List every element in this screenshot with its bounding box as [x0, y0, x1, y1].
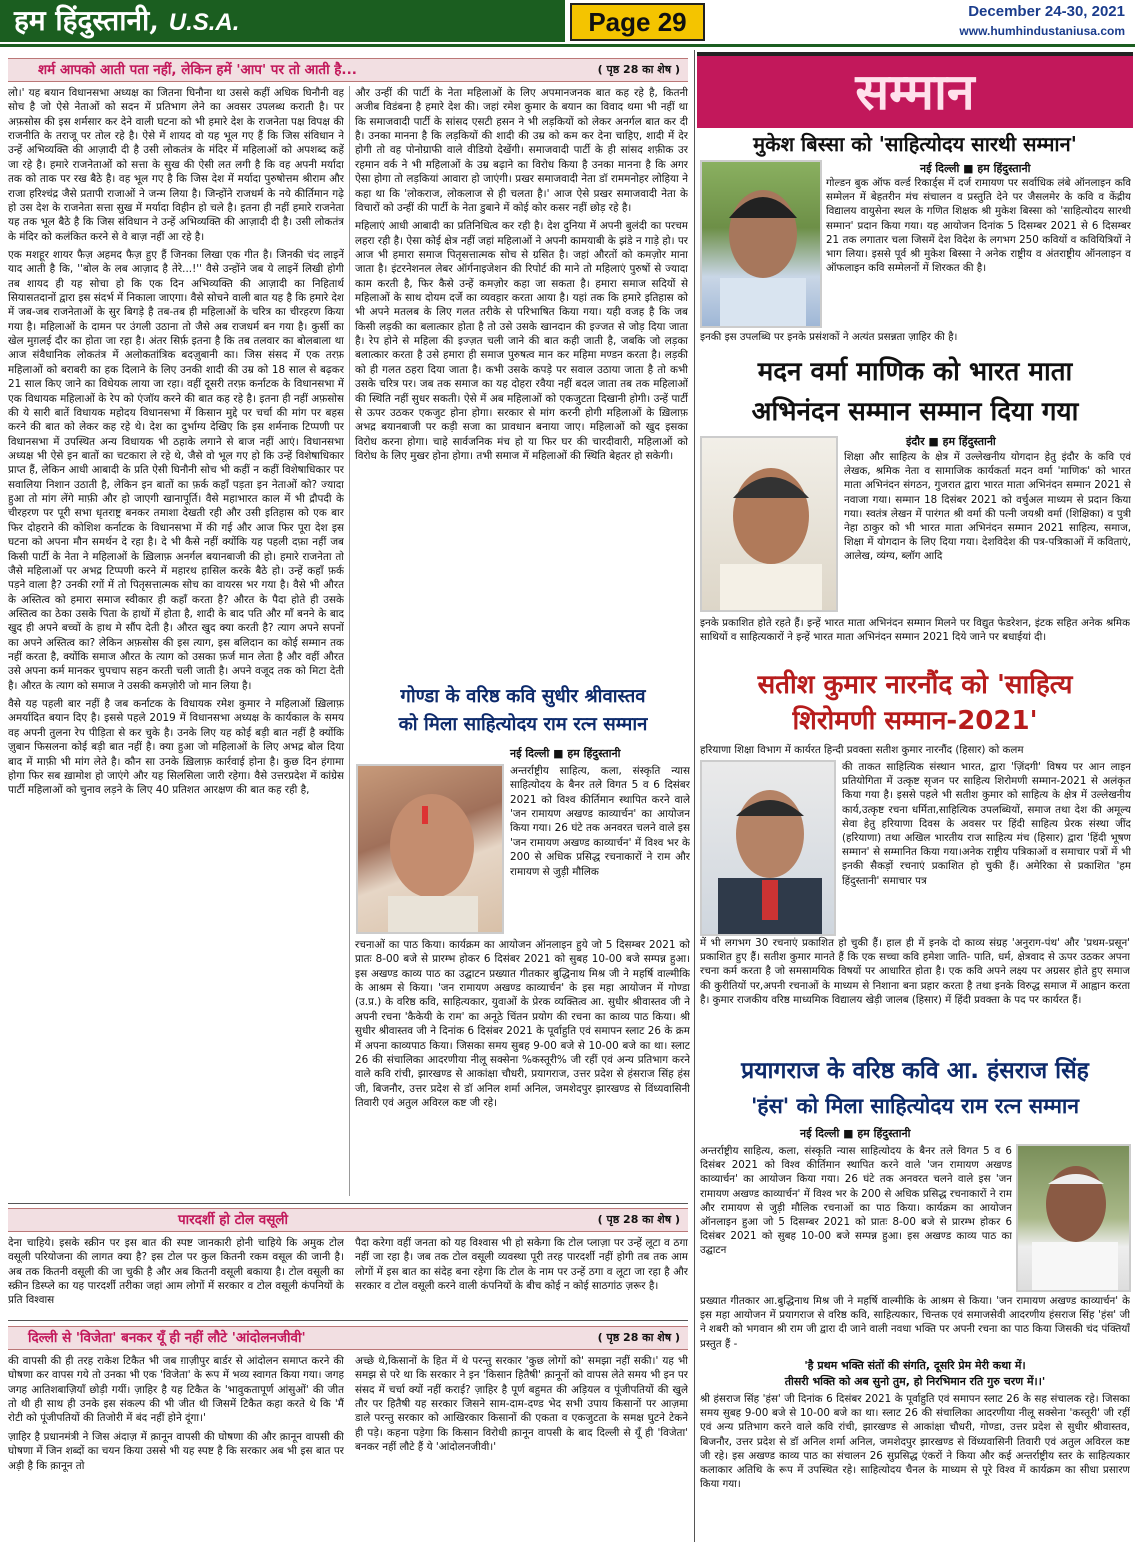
paragraph: वैसे यह पहली बार नहीं है जब कर्नाटक के विधायक रमेश कुमार ने महिलाओं ख़िलाफ़ अमर्यादित बयान दिए है। इससे पहले 2019 में विधानसभा अध्यक्ष के कार्यकाल के समय वह अपनी तुलना रेप पीड़िता से कर चुके है। उनके लिए यह कोई बड़ी बात नहीं है क्योंकि ज़ुबान फिसलना कोई बड़ी बात नहीं है। क्या हुआ जो महिलाओं के लिए अभद्र बोल दिया बाद में माफ़ी भी मांग लेते है। कौन सा उनके ख़िलाफ़ कार्रवाई होना है। कुछ दिन हंगामा होगा फिर सब ख़ामोश हो जाएंगे और यह सिलसिला जारी रहेगा। वैसे उत्तरप्रदेश में कांग्रेस पार्टी महिलाओं को चुनाव लड़ने के लिए 40 प्रतिशत आरक्षण की बात कह रही है,	[8, 698, 344, 797]
hansraj-headline-2: 'हंस' को मिला साहित्योदय राम रत्न सम्मान	[751, 1094, 1079, 1118]
masthead-usa: U.S.A.	[168, 9, 240, 36]
hansraj-byline: नई दिल्ली ■ हम हिंदुस्तानी	[800, 1127, 911, 1140]
satish-side-text: की ताकत साहित्यिक संस्थान भारत, द्वारा 'ज़िंदगी' विषय पर आन लाइन प्रतियोगिता में उत्कृष्ट सृजन पर साहित्य शिरोमणी सम्मान-2021 से अलंकृत किया गया है। इससे पहले भी सतीश कुमार को साहित्य के क्षेत्र में उल्लेखनीय कार्य,उत्कृष्ट रचना धर्मिता,साहित्यिक उपलब्धियों, समाज तथा देश की अमूल्य सेवा हेतु हरियाणा दिवस के अवसर पर हिंदी साहित्य प्रेरक संस्था जींद (हरियाणा) तथा अखिल भारतीय राज साहित्य मंच (हिसार) द्वारा 'हिंदी भूषण सम्मान' से सम्मानित किया गया।अनेक राष्ट्रीय पत्रिकाओं व समाचार पत्रों में भी इनकी सैकड़ों रचनाएं प्रकाशित हो चुकी हैं। अमेरिका से प्रकाशित 'हम हिंदुस्तानी' समाचार पत्र	[842, 761, 1131, 887]
satish-intro: हरियाणा शिक्षा विभाग में कार्यरत हिन्दी प्रवक्ता सतीश कुमार नारनौंद (हिसार) को कलम	[700, 744, 1024, 756]
delhi-title: दिल्ली से 'विजेता' बनकर यूँ ही नहीं लौटे 'आंदोलनजीवी'	[28, 1330, 306, 1346]
delhi-column-1	[8, 1354, 344, 1542]
mukesh-headline: मुकेश बिस्सा को 'साहित्योदय सारथी सम्मान'	[753, 132, 1077, 156]
right-column-divider	[694, 50, 695, 1542]
paragraph: महिलाएं आधी आबादी का प्रतिनिधित्व कर रही है। देश दुनिया में अपनी बुलंदी का परचम लहरा रही है। ऐसा कोई क्षेत्र नहीं जहां महिलाओं ने अपनी कामयाबी के झंडे न गाड़े हो। पर आज भी हमारा समाज पितृसत्तात्मक सोच से ग्रसित है। जहां औरतों को कमज़ोर माना जाता है। इंटरनेशनल लेबर ऑर्गनाइजेशन की रिपोर्ट की माने तो महिलाएं पुरुषों से ज्यादा काम करती है, फिर कैसे उन्हें कमज़ोर कहा जा सकता है। हमारा समाज सदियों से महिलाओं के साथ दोयम दर्जे का व्यवहार करता आया है। यहां तक कि हमारे इतिहास को भी अपने मतलब के लिए गलत तरीके से परिभाषित किया गया। यही वजह है कि जब किसी लड़की का बलात्कार होता है तो उसे उसके खानदान की इज्जत से जोड़ दिया जाता है। रेप होने से महिला की इज्ज़त चली जाने की बात कही जाती है, जबकि जो लड़का बलात्कार करता है उसे हमारा ही समाज पुरुषत्व मान कर महिमा मण्डन करता है। लड़की को ही गलत ठहरा दिया जाता है। कभी उसके कपड़े पर सवाल उठाया जाता है तो कभी उसके चरित्र पर। जब तक समाज का यह दोहरा रवैया नहीं बदल जाता तब तक महिलाओं की स्थिति नहीं सुधर सकती। ऐसे में अब महिलाओं को एकजुटता दिखानी होगी। उन्हें पार्टी से ऊपर उठकर एकजुट होना होगा। सरकार से मांग करनी होगी महिलाओं के ख़िलाफ़ अभद्र बयानबाजी पर कड़ी सजा का प्रावधान बनाया जाए। महिलाओं को खुद इसका विरोध करना होगा। चाहे सार्वजनिक मंच हो या फिर घर की चारदीवारी, महिलाओं को विरोध के लिए मुखर होना होगा। तभी समाज में महिलाओं की स्थिति बेहतर हो सकेगी।	[355, 220, 688, 462]
gonda-headline-1: गोण्डा के वरिष्ठ कवि सुधीर श्रीवास्तव	[400, 686, 646, 707]
sudhir-photo	[356, 764, 504, 934]
article-column-1	[8, 86, 344, 1196]
portrait-illustration	[358, 766, 504, 934]
article-column-2	[355, 86, 688, 676]
delhi-column-2: अच्छे थे,किसानों के हित में थे परन्तु सरकार 'कुछ लोगों को' समझा नहीं सकी।' यह भी समझ से परे था कि सरकार ने इन 'किसान हितैषी' क़ानूनों को वापस लेते समय भी इन पर संसद में चर्चा क्यों नहीं कराई? ज़ाहिर है पूर्ण बहुमत की अड़ियल व पूंजीपतियों की खुले तौर पर हितैषी यह सरकार जिसने साम-दाम-दण्ड भेद सभी उपाय किसानों पर आज़मा डाले परन्तु सरकार को आखिरकार किसानों की एकता व एकजुटता के समक्ष घुटने टेकने ही पड़े। कहना पड़ेगा कि किसान विरोधी क़ानून वापसी के बाद दिल्ली से यूँ ही 'विजेता' बनकर नहीं लौटे हैं ये 'आंदोलनजीवी।'	[355, 1355, 688, 1454]
samman-section-banner: सम्मान	[697, 52, 1133, 128]
satish-photo	[700, 760, 836, 936]
paragraph: और उन्हीं की पार्टी के नेता महिलाओं के लिए अपमानजनक बात कह रहे है, कितनी अजीब विडंबना है हमारे देश की। जहां रमेश कुमार के बयान का विवाद थमा भी नहीं था कि समाजवादी पार्टी के सांसद एसटी हसन ने भी लड़कियों को लेकर अनर्गल बात कर दी है। उनका मानना है कि लड़कियों की शादी की उम्र को कम कर देना चाहिए, शादी में देर होगी तो वह पोनोग्राफी वाले वीडियो देखेंगी। समाजवादी पार्टी के ही सांसद शफ़ीक उर रहमान वर्क ने भी महिलाओं के उम्र बढ़ाने का विरोध किया है उनका मानना है कि अगर ऐसा होगा तो लड़कियां आवारा हो जाएंगी। प्रखर समाजवादी नेता डॉ राममनोहर लोहिया ने कहा था कि 'लोकराज, लोकलाज से ही चलता है।' आज ऐसे प्रखर समाजवादी नेता के विचारों को उन्हीं की पार्टी के नेता डुबाने में कोई कोर कसर नहीं छोड़ रहे है।	[355, 87, 688, 214]
paragraph: लो।' यह बयान विधानसभा अध्यक्ष का जितना घिनौना था उससे कहीं अधिक घिनौनी वह सोच है जो ऐसे नेताओं को सदन में प्रतिभाग लेने का अवसर उपलब्ध कराती है। पर अफ़सोस की इस शर्मसार कर देने वाली घटना को भी हमारे देश के राजनेता पक्ष विपक्ष की राजनीति के तराजू पर तोल रहे है। ऐसे में शायद वो यह भूल गए हैं कि जिस संविधान ने उन्हें अभिव्यक्ति की आज़ादी दी है उसी लोकतंत्र के मंदिर में महिलाओं को अपशब्द कहें जा रहे है। हमारे राजनेताओं को सत्ता के सुख की ऐसी लत लगी है कि वह अपनी मर्यादा तक को ताक पर रख बैठे है। वह भूल गए है कि जिस देश में मर्यादा पुरुषोत्तम श्रीराम और राजा हरिश्चंद्र जैसे प्रतापी राजाओं ने जन्म लिया है। जिन्होंने राजधर्म के नये कीर्तिमान गढ़े हो उस देश के राजनेता सत्ता सुख में मर्यादा विहीन हो चले है। इतना ही नहीं हमारे राजनेता यह तक भूल बैठे है कि जिस संविधान ने उन्हें अभिव्यक्ति की आज़ादी दी है। उसी लोकतंत्र के मंदिर को कलंकित करने से वे बाज़ नहीं आ रहे है।	[8, 87, 344, 243]
madan-headline-1: मदन वर्मा माणिक को भारत माता	[757, 357, 1073, 387]
hansraj-photo	[1016, 1144, 1131, 1292]
toll-title: पारदर्शी हो टोल वसूली	[178, 1212, 289, 1228]
article-title-bar	[8, 58, 688, 82]
issue-date: December 24-30, 2021	[968, 3, 1125, 20]
section-divider	[8, 1320, 688, 1321]
header-rule	[0, 44, 1135, 47]
mukesh-byline: नई दिल्ली ■ हम हिंदुस्तानी	[920, 162, 1031, 175]
portrait-illustration	[702, 438, 838, 612]
section-divider	[8, 1203, 688, 1204]
page-header	[0, 0, 1135, 46]
masthead	[0, 0, 565, 42]
madan-photo	[700, 436, 838, 612]
gonda-headline-2: को मिला साहित्योदय राम रत्न सम्मान	[398, 714, 648, 735]
continuation-note: ( पृष्ठ 28 का शेष )	[597, 63, 680, 76]
madan-tail: इनके प्रकाशित होते रहते हैं। इन्हें भारत माता अभिनंदन सम्मान मिलने पर विद्युत फेडरेशन, इंटक सहित अनेक श्रमिक साथियों व साहित्यकारों ने इन्हें भारत माता अभिनंदन सम्मान 2021 दिये जाने पर बधाईयां दी।	[700, 617, 1130, 644]
portrait-illustration	[702, 762, 836, 936]
mukesh-tail: इनकी इस उपलब्धि पर इनके प्रसंशकों ने अत्यंत प्रसन्नता ज़ाहिर की है।	[700, 331, 958, 343]
hansraj-side-text: अन्तर्राष्ट्रीय साहित्य, कला, संस्कृति न्यास साहित्योदय के बैनर तले विगत 5 व 6 दिसंबर 2021 को विश्व कीर्तिमान स्थापित करने वाले 'जन रामायण अखण्ड काव्यार्चन' का आयोजन किया गया। 26 घंटे तक अनवरत चलने वाले इस 'जन रामायण अखण्ड काव्यार्चन' में विश्व भर के 200 से अधिक प्रसिद्ध रचनाकारों ने राम और रामायण से जुड़ी मौलिक रचनाओं का पाठ किया। कार्यक्रम का आयोजन ऑनलाइन हुआ जो 5 दिसम्बर 2021 को प्रातः 8-00 बजे से प्रारम्भ होकर 6 दिसंबर 2021 को सुबह 10-00 बजे सम्पन्न हुआ। इस अखण्ड काव्य पाठ का उद्घाटन	[700, 1145, 1012, 1257]
satish-tail: में भी लगभग 30 रचनाएं प्रकाशित हो चुकी हैं। हाल ही में इनके दो काव्य संग्रह 'अनुराग-पंथ' और 'प्रथम-प्रसून' प्रकाशित हुए हैं। सतीश कुमार मानते हैं कि एक सच्चा कवि हमेशा जाति- पाति, धर्म, क्षेत्रवाद से ऊपर उठकर अपना रचना कर्म करता है जो समसामयिक विषयों पर आधारित होता है। एक कवि अपने लक्ष्य पर अग्रसर होते हुए समाज की कुरीतियों पर,अपनी रचनाओं के माध्यम से निशाना बना प्रहार करता है तथा इनके विरुद्ध समाज में आह्वान करता है। कुमार राजकीय वरिष्ठ माध्यमिक विद्यालय खेड़ी जालब (हिसार) में हिंदी प्रवक्ता के पद पर कार्यरत हैं।	[700, 937, 1130, 1006]
hansraj-tail: श्री हंसराज सिंह 'हंस' जी दिनांक 6 दिसंबर 2021 के पूर्वाहुति एवं समापन स्लाट 26 के सह संचालक रहे। जिसका समय सुबह 9-00 बजे से 10-00 बजे का था। स्लाट 26 की संचालिका आदरणीया नीलू सक्सेना 'कस्तूरी' जी रहीं एवं अन्य प्रतिभाग करने वाले कवि रांची, झारखण्ड से आकांक्षा चौधरी, गोण्डा, उत्तर प्रदेश से सुधीर श्रीवास्तव, बिजनौर, उत्तर प्रदेश से डॉ अनिल शर्मा अनिल, जमशेदपुर झारखण्ड से विंध्यवासिनी तिवारी एवं अतुल अविरल कष्ट जी रहे। इस अखण्ड काव्य पाठ का संचालन 26 सुप्रसिद्ध एंकरों ने किया और कई अन्तर्राष्ट्रीय स्तर के साहित्यकार कलाकार अतिथि के रूप में उपस्थित रहे। साहित्योदय चैनल के माध्यम से पूरे विश्व में कार्यक्रम का सीधा प्रसारण किया गया।	[700, 1393, 1130, 1491]
article-title: शर्म आपको आती पता नहीं, लेकिन हमें 'आप' पर तो आती है...	[38, 62, 357, 78]
website-url[interactable]: www.humhindustaniusa.com	[959, 23, 1125, 38]
paragraph: की वापसी की ही तरह राकेश टिकैत भी जब ग़ाज़ीपुर बार्डर से आंदोलन समाप्त करने की घोषणा कर वापस गये तो उनका भी एक 'विजेता' के रूप में भव्य स्वागत किया गया। जगह जगह आतिशबाज़ियाँ छोड़ी गयीं। ज़ाहिर है यह टिकैत के 'भावुकतापूर्ण आंसुओं' की जीत तो थी ही साथ ही उनके इस संकल्प की भी जीत थी जिसमें टिकैत कहा करते थे कि 'मैं रोटी को पूंजीपतियों की तिजोरी में बंद नहीं होने दूंगा।'	[8, 1355, 344, 1425]
satish-headline-2: शिरोमणी सम्मान-2021'	[792, 706, 1038, 736]
paragraph: ज़ाहिर है प्रधानमंत्री ने जिस अंदाज़ में क़ानून वापसी की घोषणा की और क़ानून वापसी की घोषणा में जिन शब्दों का चयन किया उससे भी यह स्पष्ट है कि सरकार अब भी इस बात पर अड़ी है कि क़ानून तो	[8, 1430, 344, 1472]
mukesh-photo	[700, 160, 822, 328]
poem-line-2: तीसरी भक्ति को अब सुनो तुम, हो निरभिमान रति गुरु चरण में।।'	[784, 1375, 1046, 1388]
portrait-illustration	[1018, 1146, 1131, 1292]
toll-column-2: पैदा करेगा वहीं जनता को यह विश्वास भी हो सकेगा कि टोल प्लाज़ा पर उन्हें लूटा व ठगा नहीं जा रहा है। जब तक टोल वसूली व्यवस्था पूरी तरह पारदर्शी नहीं होगी तब तक आम लोगों में इस बात का संदेह बना रहेगा कि टोल के नाम पर उन्हें ठगा व लूटा जा रहा है और सरकार व टोल वसूली करने वाली कंपनियों के बीच कोई न कोई साठगांठ ज़रूर है।	[355, 1237, 688, 1293]
masthead-title: हम हिंदुस्तानी,	[14, 4, 159, 37]
hansraj-body: प्रख्यात गीतकार आ.बुद्धिनाथ मिश्र जी ने महर्षि वाल्मीकि के आश्रम से किया। 'जन रामायण अखण्ड काव्यार्चन' के इस महा आयोजन में प्रयागराज से वरिष्ठ कवि, साहित्यकार, चिन्तक एवं समाजसेवी आदरणीय हंसराज सिंह 'हंस' जी ने शबरी को भगवान श्री राम जी द्वारा दी जाने वाली नवधा भक्ति पर अपनी रचना का पाठ किया जिसकी चंद पंक्तियाँ प्रस्तुत हैं -	[700, 1295, 1130, 1350]
toll-title-bar	[8, 1208, 688, 1232]
hansraj-headline-1: प्रयागराज के वरिष्ठ कवि आ. हंसराज सिंह	[741, 1058, 1089, 1084]
toll-continuation: ( पृष्ठ 28 का शेष )	[597, 1213, 680, 1226]
madan-byline: इंदौर ■ हम हिंदुस्तानी	[906, 435, 996, 448]
gonda-body: रचनाओं का पाठ किया। कार्यक्रम का आयोजन ऑनलाइन हुये जो 5 दिसम्बर 2021 को प्रातः 8-00 बजे से प्रारम्भ होकर 6 दिसंबर 2021 को सुबह 10-00 बजे सम्पन्न हुआ। इस अखण्ड काव्य पाठ का उद्घाटन प्रख्यात गीतकार बुद्धिनाथ मिश्र जी ने महर्षि वाल्मीकि के आश्रम से किया। 'जन रामायण अखण्ड काव्यार्चन' के इस महा आयोजन में गोण्डा (उ.प्र.) के वरिष्ठ कवि, साहित्यकार, युवाओं के प्रेरक व्यक्तित्व आ. सुधीर श्रीवास्तव जी ने अपनी रचना 'कैकेयी के राम' का अनूठे चिंतन प्रयोग की रचना का काव्य पाठ किया। श्री सुधीर श्रीवास्तव जी ने दिनांक 6 दिसंबर 2021 के पूर्वाहुति एवं समापन स्लाट 26 के क्रम में अपना काव्यपाठ किया। जिसका समय सुबह 9-00 बजे से 10-00 बजे का था। स्लाट 26 की संचालिका आदरणीया नीलू सक्सेना %कस्तूरी% जी रहीं एवं अन्य प्रतिभाग करने वाले कवि रांची, झारखण्ड से आकांक्षा चौधरी, प्रयागराज, उत्तर प्रदेश से हंसराज सिंह हंस जी, बिजनौर, उत्तर प्रदेश से डॉ अनिल शर्मा अनिल, जमशेदपुर झारखण्ड से विंध्यवासिनी तिवारी एवं अतुल अविरल कष्ट जी रहे।	[355, 939, 690, 1109]
paragraph: एक मशहूर शायर फैज़ अहमद फैज़ हुए हैं जिनका लिखा एक गीत है। जिनकी चंद लाइनें याद आती है कि, ''बोल के लब आज़ाद है तेरे...!'' वैसे उन्होंने जब ये लाइनें लिखी होगी तब शायद ही यह सोचा हो कि एक दिन अभिव्यक्ति की आज़ादी का निहितार्थ सियासतदानों द्वारा इस संदर्भ में निकाला जाएगा। वैसे सोचने वाली बात यह है कि हमारे देश में जब-जब राजनेताओं के सुर बिगड़े है तब-तब ही महिलाओं के चरित्र का चीरहरण किया गया है। महिलाओं के दामन पर उंगली उठाना तो जैसे अब राजधर्म बन गया है। कुर्सी का खेल मुग़लई दौर का होता जा रहा है। अंतर सिर्फ़ इतना है कि तब तलवार का बोलबाला था आज संवैधानिक लोकतंत्र में अलोकतांत्रिक बदज़ुबानी का। जिस संसद में एक तरफ़ महिलाओं को बराबरी का हक दिलाने के लिए उनकी शादी की उम्र को 18 साल से बढ़कर 21 साल किए जाने का विधेयक लाया जा रहा। वहीं दूसरी तरफ़ कर्नाटक के विधानसभा में एक विधायक महिलाओं के रेप को एंजॉय करने की बात कह रहे है। इतना ही नहीं अफ़सोस की ये सारी बातें विधायक महोदय विधानसभा में किसान मुद्दे पर चर्चा की मांग पर बहस करने की बात को लेकर कह रहे थे। देश का दुर्भाग्य देखिए कि इस शर्मनाक टिप्पणी पर विधानसभा में उपस्थित अन्य विधायक भी ठहाके लगाने से बाज नहीं आएं। विधानसभा अध्यक्ष भी ऐसे इन बातों का चटकारा ले रहे थे, जैसे वो भूल गए हो कि उन्हें विशेषाधिकार प्राप्त हैं, लेकिन आधी आबादी के प्रति ऐसी घिनौनी सोच भी कहीं न कहीं विशेषाधिकार पर सवालिया निशान उठाती है, लेकिन इन बातों का फ़र्क कहाँ पड़ता इन नेताओं को? ज्यादा हुआ तो मांग लेंगे माफ़ी और हो जाएगी खानापूर्ति। वैसे महाभारत काल में भी द्रौपदी के चीरहरण पर पूरी सभा धृतराष्ट्र बनकर तमाशा देखती रही और उसी इतिहास को एक बार फिर दोहराने की कोशिश कर्नाटक के विधानसभा में की गई और आज फिर पूरा देश इस घटना को अपना मौन समर्थन दे रहा है। दे भी कैसे नहीं क्योंकि यह पहली दफ़ा नहीं जब किसी पार्टी के नेता ने महिलाओं के ख़िलाफ़ अनर्गल बयानबाजी की हो। हमारे राजनेता तो जैसे महिलाओं पर अभद्र टिप्पणी करने में महारथ हासिल करके बैठे हो। उन्हें कहाँ फ़र्क पड़ने वाला है? उनकी रगों में तो पितृसत्तात्मक सोच का वायरस भर गया है। वैसे भी औरत के अस्तित्व को हमारा समाज स्वीकार ही कहाँ करता है? औरत के पैदा होते ही उसके अस्तित्व का ठेका उसके पिता के हाथों में होता है, शादी के बाद पति और माँ बनने के बाद खुद ही अपने बच्चों के हाथ मे सौंप देती है। औरत खुद क्या करती है? त्याग अपने सपनों का अपने अस्तित्व का? लेकिन अफ़सोस की इस त्याग, इस बलिदान का कोई सम्मान तक नहीं करता है, क्योंकि समाज औरत के त्याग को उसका फ़र्ज मान लेता है और वहीं औरत उसे अपना कर्म मानकर चुपचाप सहन करती चली जाती है। अपने वजूद तक को मिटा देती है। औरत के त्याग को समाज ने उसकी कमज़ोरी जो मान लिया है।	[8, 248, 344, 692]
mukesh-side-text: गोल्डन बुक ऑफ वर्ल्ड रिकार्ड्स में दर्ज रामायण पर सर्वाधिक लंबे ऑनलाइन कवि सम्मेलन में बेहतरीन मंच संचालन व प्रस्तुति देने पर जैसलमेर के कवि व केंद्रीय विद्यालय वायुसेना स्थल के गणित शिक्षक श्री मुकेश बिस्सा को 'साहित्योदय सारथी सम्मान' प्रदान किया गया। यह आयोजन दिनांक 5 दिसम्बर 2021 से 6 दिसम्बर 21 तक लगातार चला जिसमें देश विदेश के लगभग 250 कवियों व कवियित्रियों ने भाग लिया। इससे पूर्व श्री मुकेश बिस्सा ने अनेक राष्ट्रीय व अंतराष्ट्रीय ऑनलाइन व ऑफलाइन कवि सम्मेलनों में शिरकत की है।	[826, 177, 1131, 275]
madan-side-text: शिक्षा और साहित्य के क्षेत्र में उल्लेखनीय योगदान हेतु इंदौर के कवि एवं लेखक, श्रमिक नेता व सामाजिक कार्यकर्ता मदन वर्मा 'माणिक' को भारत माता अभिनंदन संगठन, गुजरात द्वारा भारत माता अभिनंदन सम्मान 2021 से नवाजा गया। सम्मान 18 दिसंबर 2021 को वर्चुअल माध्यम से प्रदान किया गया। स्वतंत्र लेखन में पारंगत श्री वर्मा की पत्नी जयश्री वर्मा (शिक्षिका) व पुत्री नेहा ठाकुर को भी भारत माता अभिनंदन सम्मान 2021 साहित्य, समाज, शिक्षा में योगदान के लिए दिया गया। देशविदेश की पत्र-पत्रिकाओं में कविताएं, आलेख, व्यंग्य, ब्लॉग आदि	[844, 451, 1131, 563]
gonda-side-text: अन्तर्राष्ट्रीय साहित्य, कला, संस्कृति न्यास साहित्योदय के बैनर तले विगत 5 व 6 दिसंबर 2021 को विश्व कीर्तिमान स्थापित करने वाले 'जन रामायण अखण्ड काव्यार्चन' का आयोजन किया गया। 26 घंटे तक अनवरत चलने वाले इस 'जन रामायण अखण्ड काव्यार्चन' में विश्व भर के 200 से अधिक प्रसिद्ध रचनाकारों ने राम और रामायण से जुड़ी मौलिक	[510, 765, 690, 878]
satish-headline-1: सतीश कुमार नारनौंद को 'साहित्य	[757, 670, 1073, 700]
poem-line-1: 'है प्रथम भक्ति संतों की संगति, दूसरि प्रेम मेरी कथा में।	[804, 1359, 1026, 1372]
portrait-illustration	[702, 162, 822, 328]
page-number: Page 29	[570, 3, 705, 41]
delhi-title-bar	[8, 1326, 688, 1350]
gonda-byline: नई दिल्ली ■ हम हिंदुस्तानी	[510, 747, 621, 760]
madan-headline-2: अभिनंदन सम्मान सम्मान दिया गया	[751, 397, 1079, 427]
column-divider	[349, 86, 350, 1196]
issue-info	[959, 2, 1125, 39]
toll-column-1: देना चाहिये। इसके स्क्रीन पर इस बात की स्पष्ट जानकारी होनी चाहिये कि अमुक टोल वसूली परियोजना की लागत क्या है? इस टोल पर कुल कितनी रकम वसूल की जानी है। अब तक कितनी वसूली की जा चुकी है और अब कितनी वसूली बकाया है। टोल वसूली का स्क्रीन डिस्प्ले का यह पारदर्शी तरीका जहां आम लोगों में सरकार व टोल वसूली कंपनियों के प्रति विश्वास	[8, 1237, 344, 1307]
delhi-continuation: ( पृष्ठ 28 का शेष )	[597, 1331, 680, 1344]
